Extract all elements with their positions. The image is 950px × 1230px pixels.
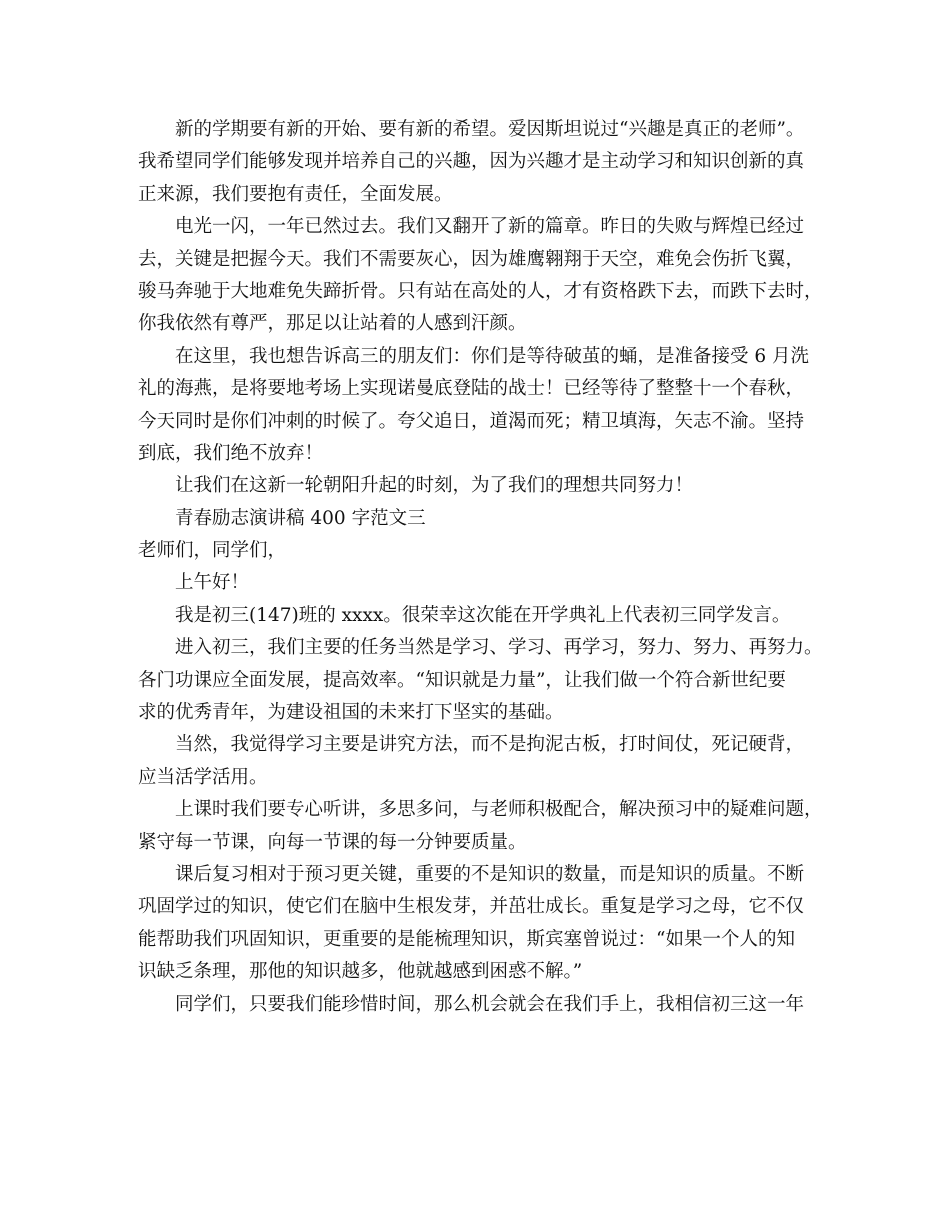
text-line: 紧守每一节课，向每一节课的每一分钟要质量。 — [138, 831, 527, 853]
text-line: 到底，我们绝不放弃！ — [138, 442, 324, 464]
text-line: 进入初三，我们主要的任务当然是学习、学习、再学习，努力、努力、再努力。 — [175, 637, 823, 659]
text-line: 同学们，只要我们能珍惜时间，那么机会就会在我们手上，我相信初三这一年 — [175, 993, 805, 1015]
text-line: 骏马奔驰于大地难免失蹄折骨。只有站在高处的人，才有资格跌下去，而跌下去时， — [138, 280, 823, 302]
text-line: 今天同时是你们冲刺的时候了。夸父追日，道渴而死；精卫填海，矢志不渝。坚持 — [138, 410, 805, 432]
text-line: 电光一闪，一年已然过去。我们又翻开了新的篇章。昨日的失败与辉煌已经过 — [175, 216, 805, 238]
section-title: 青春励志演讲稿 400 字范文三 — [175, 507, 426, 529]
text-line: 各门功课应全面发展，提高效率。“知识就是力量”，让我们做一个符合新世纪要 — [138, 669, 786, 691]
text-line: 在这里，我也想告诉高三的朋友们：你们是等待破茧的蛹，是准备接受 6 月洗 — [175, 345, 810, 367]
text-line: 正来源，我们要抱有责任，全面发展。 — [138, 183, 453, 205]
text-line: 我希望同学们能够发现并培养自己的兴趣，因为兴趣才是主动学习和知识创新的真 — [138, 151, 805, 173]
text-line: 课后复习相对于预习更关键，重要的不是知识的数量，而是知识的质量。不断 — [175, 863, 805, 885]
text-line: 当然，我觉得学习主要是讲究方法，而不是拘泥古板，打时间仗，死记硬背， — [175, 734, 805, 756]
salutation: 老师们，同学们， — [138, 540, 287, 562]
text-line: 我是初三(147)班的 xxxx。很荣幸这次能在开学典礼上代表初三同学发言。 — [175, 604, 791, 626]
text-line: 你我依然有尊严，那足以让站着的人感到汗颜。 — [138, 313, 527, 335]
text-line: 应当活学活用。 — [138, 766, 268, 788]
text-line: 求的优秀青年，为建设祖国的未来打下坚实的基础。 — [138, 702, 564, 724]
text-line: 新的学期要有新的开始、要有新的希望。爱因斯坦说过“兴趣是真正的老师”。 — [175, 119, 805, 140]
text-line: 让我们在这新一轮朝阳升起的时刻，为了我们的理想共同努力！ — [175, 475, 694, 497]
greeting: 上午好！ — [175, 572, 250, 594]
text-line: 上课时我们要专心听讲，多思多问，与老师积极配合，解决预习中的疑难问题， — [175, 799, 823, 821]
text-line: 能帮助我们巩固知识，更重要的是能梳理知识，斯宾塞曾说过：“如果一个人的知 — [138, 928, 795, 950]
text-line: 识缺乏条理，那他的知识越多，他就越感到困惑不解。” — [138, 961, 583, 983]
text-line: 礼的海燕，是将要地考场上实现诺曼底登陆的战士！已经等待了整整十一个春秋， — [138, 378, 805, 400]
document-body — [138, 114, 828, 1021]
text-line: 巩固学过的知识，使它们在脑中生根发芽，并茁壮成长。重复是学习之母，它不仅 — [138, 896, 805, 918]
text-line: 去，关键是把握今天。我们不需要灰心，因为雄鹰翱翔于天空，难免会伤折飞翼， — [138, 248, 805, 270]
